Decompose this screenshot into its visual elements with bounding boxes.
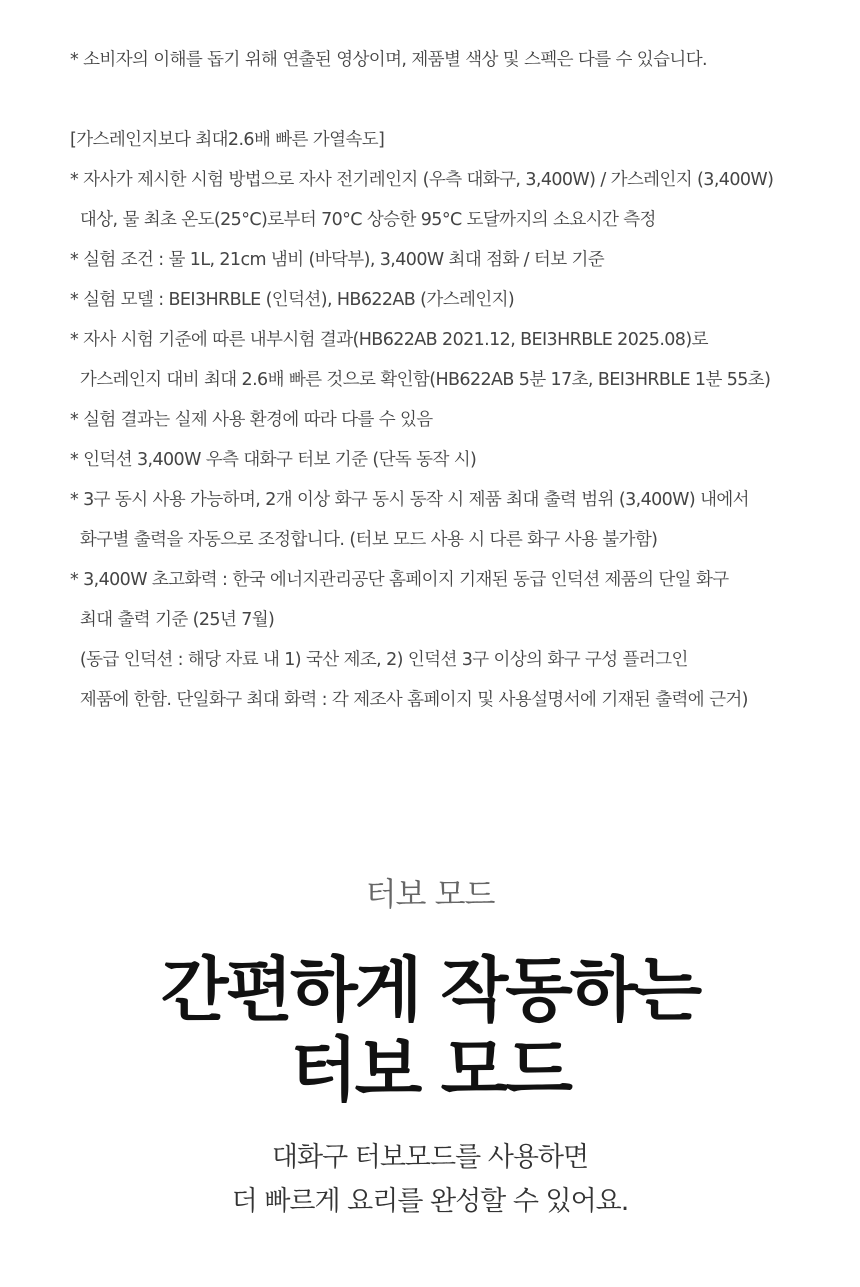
note-line: * 자사가 제시한 시험 방법으로 자사 전기레인지 (우측 대화구, 3,400W) / 가스레인지 (3,400W) (70, 170, 774, 190)
note-line: 최대 출력 기준 (25년 7월) (70, 610, 275, 630)
description-line-1: 대화구 터보모드를 사용하면 (271, 1142, 589, 1173)
note-line: * 3,400W 초고화력 : 한국 에너지관리공단 홈페이지 기재된 동급 인덕션 제품의 단일 화구 (70, 570, 729, 590)
note-line: * 실험 결과는 실제 사용 환경에 따라 다를 수 있음 (70, 410, 433, 430)
note-line: * 실험 모델 : BEI3HRBLE (인덕션), HB622AB (가스레인지) (70, 290, 515, 310)
section-description (0, 1136, 860, 1224)
note-spacer (70, 80, 850, 120)
note-line: 화구별 출력을 자동으로 조정합니다. (터보 모드 사용 시 다른 화구 사용 불가함) (70, 530, 658, 550)
note-heading: [가스레인지보다 최대2.6배 빠른 가열속도] (70, 130, 385, 150)
section-headline (0, 950, 860, 1110)
section-eyebrow: 터보 모드 (365, 875, 495, 913)
headline-line-2: 터보 모드 (290, 1029, 570, 1111)
disclaimer-notes (70, 40, 850, 720)
note-line: * 3구 동시 사용 가능하며, 2개 이상 화구 동시 동작 시 제품 최대 출력 범위 (3,400W) 내에서 (70, 490, 749, 510)
note-line: (동급 인덕션 : 해당 자료 내 1) 국산 제조, 2) 인덕션 3구 이상의 화구 구성 플러그인 (70, 650, 688, 670)
note-line: * 인덕션 3,400W 우측 대화구 터보 기준 (단독 동작 시) (70, 450, 477, 470)
note-line: 가스레인지 대비 최대 2.6배 빠른 것으로 확인함(HB622AB 5분 17초, BEI3HRBLE 1분 55초) (70, 370, 771, 390)
note-line: 제품에 한함. 단일화구 최대 화력 : 각 제조사 홈페이지 및 사용설명서에 기재된 출력에 근거) (70, 690, 748, 710)
note-line: * 소비자의 이해를 돕기 위해 연출된 영상이며, 제품별 색상 및 스펙은 다를 수 있습니다. (70, 50, 707, 70)
description-line-2: 더 빠르게 요리를 완성할 수 있어요. (231, 1186, 629, 1217)
note-line: 대상, 물 최초 온도(25°C)로부터 70°C 상승한 95°C 도달까지의 소요시간 측정 (70, 210, 656, 230)
note-line: * 자사 시험 기준에 따른 내부시험 결과(HB622AB 2021.12, BEI3HRBLE 2025.08)로 (70, 330, 708, 350)
note-line: * 실험 조건 : 물 1L, 21cm 냄비 (바닥부), 3,400W 최대 점화 / 터보 기준 (70, 250, 605, 270)
headline-line-1: 간편하게 작동하는 (160, 949, 700, 1031)
